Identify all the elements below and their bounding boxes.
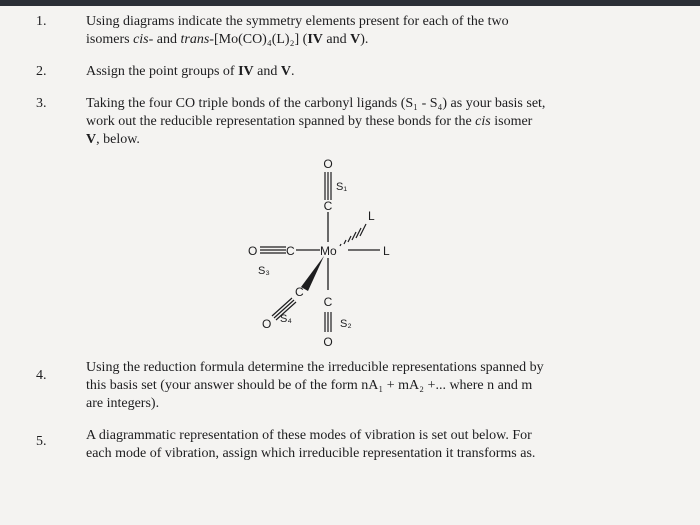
cis-complex-structure-diagram [240, 150, 440, 355]
atom-c-diagonal: C [295, 285, 304, 299]
atom-l-right: L [383, 244, 390, 258]
atom-o-left: O [248, 244, 258, 258]
hashed-wedge-bond [340, 224, 366, 246]
basis-label-s3: S₃ [258, 265, 270, 277]
solid-wedge-bond [301, 256, 324, 291]
atom-l-top: L [368, 209, 375, 223]
question-text-line: are integers). [86, 396, 160, 411]
atom-mo: Mo [320, 244, 337, 258]
basis-label-s2: S₂ [340, 318, 352, 330]
question-text-line: this basis set (your answer should be of the form nA₁ + mA₂ +... where n and m [86, 378, 533, 393]
atom-c-bottom: C [323, 295, 333, 309]
question-text-line: Using the reduction formula determine the irreducible representations spanned by [86, 360, 544, 375]
basis-label-s4: S₄ [280, 313, 292, 325]
question-number: 2. [36, 64, 47, 79]
top-edge-bar [0, 0, 700, 6]
question-number: 3. [36, 96, 47, 111]
atom-o-top: O [323, 157, 333, 171]
question-text-line: Taking the four CO triple bonds of the carbonyl ligands (S₁ - S₄) as your basis set, [86, 96, 546, 111]
atom-o-diagonal: O [262, 317, 272, 331]
atom-c-top: C [323, 199, 333, 213]
question-text-line: each mode of vibration, assign which irreducible representation it transforms as. [86, 446, 536, 461]
question-text-line: V, below. [86, 132, 140, 147]
question-number: 1. [36, 14, 47, 29]
question-text-line: A diagrammatic representation of these modes of vibration is set out below. For [86, 428, 532, 443]
basis-label-s1: S₁ [336, 181, 348, 193]
question-text-line: work out the reducible representation spanned by these bonds for the cis isomer [86, 114, 533, 129]
question-text-line: isomers cis- and trans-[Mo(CO)₄(L)₂] (IV and V). [86, 32, 369, 47]
atom-o-bottom: O [323, 335, 333, 349]
question-text-line: Assign the point groups of IV and V. [86, 64, 295, 79]
question-number: 5. [36, 434, 47, 449]
question-number: 4. [36, 368, 47, 383]
atom-c-left: C [286, 244, 295, 258]
question-text-line: Using diagrams indicate the symmetry elements present for each of the two [86, 14, 509, 29]
